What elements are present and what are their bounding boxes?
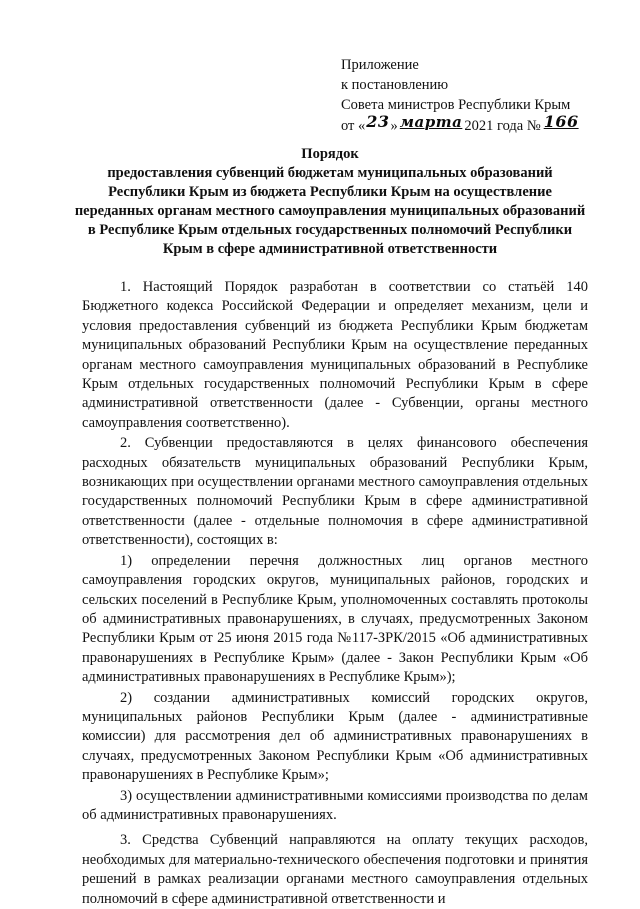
title-heading: Порядок <box>301 146 359 162</box>
handwritten-month: марта <box>399 113 463 131</box>
paragraph-2: 2. Субвенции предоставляются в целях финансового обеспечения расходных обязательств муниципальных образований Республики Крым, возникающих при осуществлении органами местного самоуправления отдельных государственных полномочий Республики Крым в сфере административной ответственности (далее - отдельные полномочия в сфере административной ответственности), состоящих в: <box>82 435 588 549</box>
paragraph-1: 1. Настоящий Порядок разработан в соответствии со статьёй 140 Бюджетного кодекса Российской Федерации и определяет механизм, цели и условия предоставления субвенций из бюджета Республики Крым бюджетам муниципальных образований Республики Крым на осуществление переданных органам местного самоуправления муниципальных образований в Республике Крым отдельных государственных полномочий Республики Крым в сфере административной ответственности (далее - Субвенции, органы местного самоуправления соответственно). <box>82 279 588 431</box>
document-body <box>82 278 588 909</box>
annex-line-2: к постановлению <box>341 77 449 93</box>
annex-line-1: Приложение <box>341 57 419 73</box>
annex-line-3: Совета министров Республики Крым <box>341 97 571 113</box>
paragraph-2-item-2: 2) создании административных комиссий городских округов, муниципальных районов Республики Крым (далее - административные комиссии) для рассмотрения дел об административных правонарушениях в случаях, предусмотренных Законом Республики Крым «Об административных правонарушениях в Республике Крым»; <box>82 689 588 784</box>
paragraph-3: 3. Средства Субвенций направляются на оплату текущих расходов, необходимых для материально-технического обеспечения подготовки и принятия решений в рамках реализации органами местного самоуправления отдельных полномочий в сфере административной ответственности и <box>82 832 588 907</box>
annex-date-line <box>341 112 579 135</box>
paragraph-2-item-3: 3) осуществлении административными комиссиями производства по делам об административных правонарушениях. <box>82 787 588 823</box>
document-title <box>70 145 590 259</box>
handwritten-day: 23 <box>366 112 390 131</box>
annex-header <box>341 55 579 135</box>
date-year: 2021 года № <box>464 118 541 134</box>
handwritten-number: 166 <box>543 112 579 131</box>
title-subtitle: предоставления субвенций бюджетам муниципальных образований Республики Крым из бюджета Республики Крым на осуществление переданных органам местного самоуправления муниципальных образований в Республике Крым отдельных государственных полномочий Республики Крым в сфере административной ответственности <box>74 165 586 257</box>
date-prefix: от « <box>341 118 366 134</box>
date-quote-close: » <box>390 118 398 134</box>
paragraph-2-item-1: 1) определении перечня должностных лиц органов местного самоуправления городских округов, муниципальных районов, городских и сельских поселений в Республике Крым, уполномоченных составлять протоколы об административных правонарушениях, в случаях, предусмотренных Законом Республики Крым от 25 июня 2015 года №117-ЗРК/2015 «Об административных правонарушениях в Республике Крым» (далее - Закон Республики Крым «Об административных правонарушениях в Республике Крым»); <box>82 552 588 686</box>
